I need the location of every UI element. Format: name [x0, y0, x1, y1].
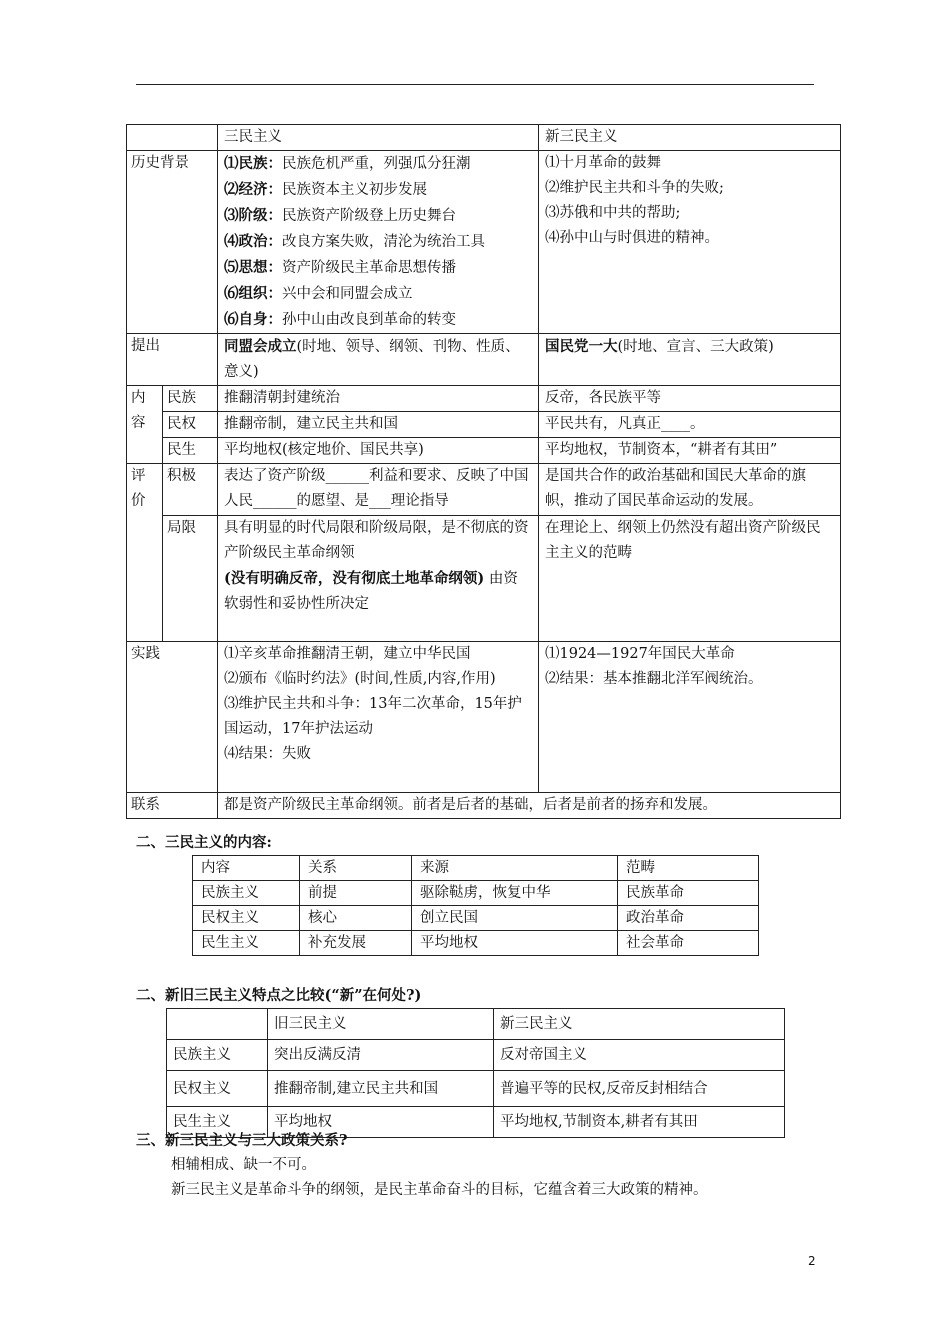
cell: 推翻帝制,建立民主共和国	[268, 1071, 494, 1107]
table-row	[127, 793, 841, 819]
paragraph: 新三民主义是革命斗争的纲领，是民主革命奋斗的目标，它蕴含着三大政策的精神。	[171, 1182, 708, 1198]
list-item: ⑷结果：失败	[224, 746, 311, 762]
list-item: ⑶苏俄和中共的帮助;	[545, 205, 681, 221]
sub-label-minzu: 民族	[163, 386, 218, 412]
header-cell	[167, 1009, 268, 1040]
list-item: ⑴民族：民族危机严重，列强瓜分狂潮	[224, 155, 471, 172]
cell: 驱除鞑虏，恢复中华	[412, 881, 618, 906]
table-row	[127, 386, 841, 412]
list-item: ⑹自身：孙中山由改良到革命的转变	[224, 311, 456, 328]
list-item: ⑴1924—1927年国民大革命	[545, 646, 735, 662]
cell: 平均地权(核定地价、国民共享)	[218, 438, 539, 464]
table-header-row	[167, 1009, 785, 1040]
cell: 平均地权，节制资本，“耕者有其田”	[539, 438, 841, 464]
table-row	[127, 464, 841, 516]
cell: 推翻帝制，建立民主共和国	[218, 412, 539, 438]
sub-label-minquan: 民权	[163, 412, 218, 438]
cell: 民权主义	[167, 1071, 268, 1107]
sub-label-limitation: 局限	[163, 516, 218, 642]
table-row	[127, 516, 841, 642]
background-new	[539, 151, 841, 334]
row-label-proposal: 提出	[127, 334, 218, 386]
table-row	[127, 334, 841, 386]
header-cell: 关系	[300, 856, 412, 881]
positive-new: 是国共合作的政治基础和国民大革命的旗帜，推动了国民革命运动的发展。	[539, 464, 841, 516]
cell: 政治革命	[618, 906, 759, 931]
background-old	[218, 151, 539, 334]
section-title-policies: 三、新三民主义与三大政策关系?	[136, 1132, 348, 1149]
list-item: ⑵维护民主共和斗争的失败;	[545, 180, 724, 196]
header-cell: 新三民主义	[494, 1009, 785, 1040]
cell: 反帝，各民族平等	[539, 386, 841, 412]
limitation-new: 在理论上、纲领上仍然没有超出资产阶级民主主义的范畴	[539, 516, 841, 642]
table-row	[127, 412, 841, 438]
list-item: ⑵颁布《临时约法》(时间,性质,内容,作用)	[224, 671, 496, 687]
limitation-old: 具有明显的时代局限和阶级局限，是不彻底的资产阶级民主革命纲领 (没有明确反帝，没有彻底土地革命纲领) 由资软弱性和妥协性所决定	[218, 516, 539, 642]
section-title-comparison: 二、新旧三民主义特点之比较(“新”在何处?)	[136, 987, 422, 1004]
list-item: ⑷孙中山与时俱进的精神。	[545, 230, 719, 246]
list-item: ⑵经济：民族资本主义初步发展	[224, 181, 427, 198]
header-cell: 内容	[193, 856, 300, 881]
table-row	[193, 906, 759, 931]
comparison-table	[126, 124, 841, 819]
header-empty	[127, 125, 218, 151]
cell: 民生主义	[193, 931, 300, 956]
section-title-content: 二、三民主义的内容:	[136, 834, 272, 851]
cell: 平民共有，凡真正____。	[539, 412, 841, 438]
cell: 突出反满反清	[268, 1040, 494, 1071]
list-item: ⑵结果：基本推翻北洋军阀统治。	[545, 671, 763, 687]
paragraph: 相辅相成、缺一不可。	[171, 1157, 316, 1173]
positive-old: 表达了资产阶级______利益和要求、反映了中国人民______的愿望、是___理论指导	[218, 464, 539, 516]
row-label-evaluation: 评 价	[127, 464, 163, 642]
practice-new	[539, 642, 841, 793]
page-number: 2	[808, 1254, 816, 1268]
list-item: ⑶维护民主共和斗争：13年二次革命，15年护国运动，17年护法运动	[224, 696, 522, 737]
cell: 普遍平等的民权,反帝反封相结合	[494, 1071, 785, 1107]
cell: 平均地权	[268, 1107, 494, 1138]
proposal-new: 国民党一大(时地、宣言、三大政策)	[539, 334, 841, 386]
practice-old	[218, 642, 539, 793]
table-row	[167, 1071, 785, 1107]
row-label-background: 历史背景	[127, 151, 218, 334]
list-item: ⑷政治：改良方案失败，清沦为统治工具	[224, 233, 485, 250]
proposal-old: 同盟会成立(时地、领导、纲领、刊物、性质、意义)	[218, 334, 539, 386]
cell: 民生主义	[167, 1107, 268, 1138]
row-label-content: 内 容	[127, 386, 163, 464]
cell: 核心	[300, 906, 412, 931]
list-item: ⑸思想：资产阶级民主革命思想传播	[224, 259, 456, 276]
header-cell: 范畴	[618, 856, 759, 881]
cell: 反对帝国主义	[494, 1040, 785, 1071]
header-cell: 来源	[412, 856, 618, 881]
comparison-old-new-table	[166, 1008, 785, 1138]
cell: 民族革命	[618, 881, 759, 906]
table-header-row	[193, 856, 759, 881]
list-item: ⑴辛亥革命推翻清王朝，建立中华民国	[224, 646, 471, 662]
table-row	[127, 151, 841, 334]
header-rule	[136, 84, 814, 85]
list-item: ⑹组织：兴中会和同盟会成立	[224, 285, 413, 302]
content-table	[192, 855, 759, 956]
cell: 社会革命	[618, 931, 759, 956]
cell: 平均地权	[412, 931, 618, 956]
cell: 推翻清朝封建统治	[218, 386, 539, 412]
relation-text: 都是资产阶级民主革命纲领。前者是后者的基础，后者是前者的扬弃和发展。	[218, 793, 841, 819]
table-row	[167, 1040, 785, 1071]
sub-label-minsheng: 民生	[163, 438, 218, 464]
cell: 创立民国	[412, 906, 618, 931]
cell: 前提	[300, 881, 412, 906]
header-cell: 旧三民主义	[268, 1009, 494, 1040]
list-item: ⑴十月革命的鼓舞	[545, 155, 661, 171]
cell: 补充发展	[300, 931, 412, 956]
table-header-row	[127, 125, 841, 151]
cell: 平均地权,节制资本,耕者有其田	[494, 1107, 785, 1138]
sub-label-positive: 积极	[163, 464, 218, 516]
row-label-relation: 联系	[127, 793, 218, 819]
cell: 民族主义	[167, 1040, 268, 1071]
row-label-practice: 实践	[127, 642, 218, 793]
header-sanmin: 三民主义	[218, 125, 539, 151]
cell: 民权主义	[193, 906, 300, 931]
table-row	[127, 642, 841, 793]
table-row	[193, 931, 759, 956]
table-row	[127, 438, 841, 464]
cell: 民族主义	[193, 881, 300, 906]
header-xinsanmin: 新三民主义	[539, 125, 841, 151]
table-row	[193, 881, 759, 906]
list-item: ⑶阶级：民族资产阶级登上历史舞台	[224, 207, 456, 224]
